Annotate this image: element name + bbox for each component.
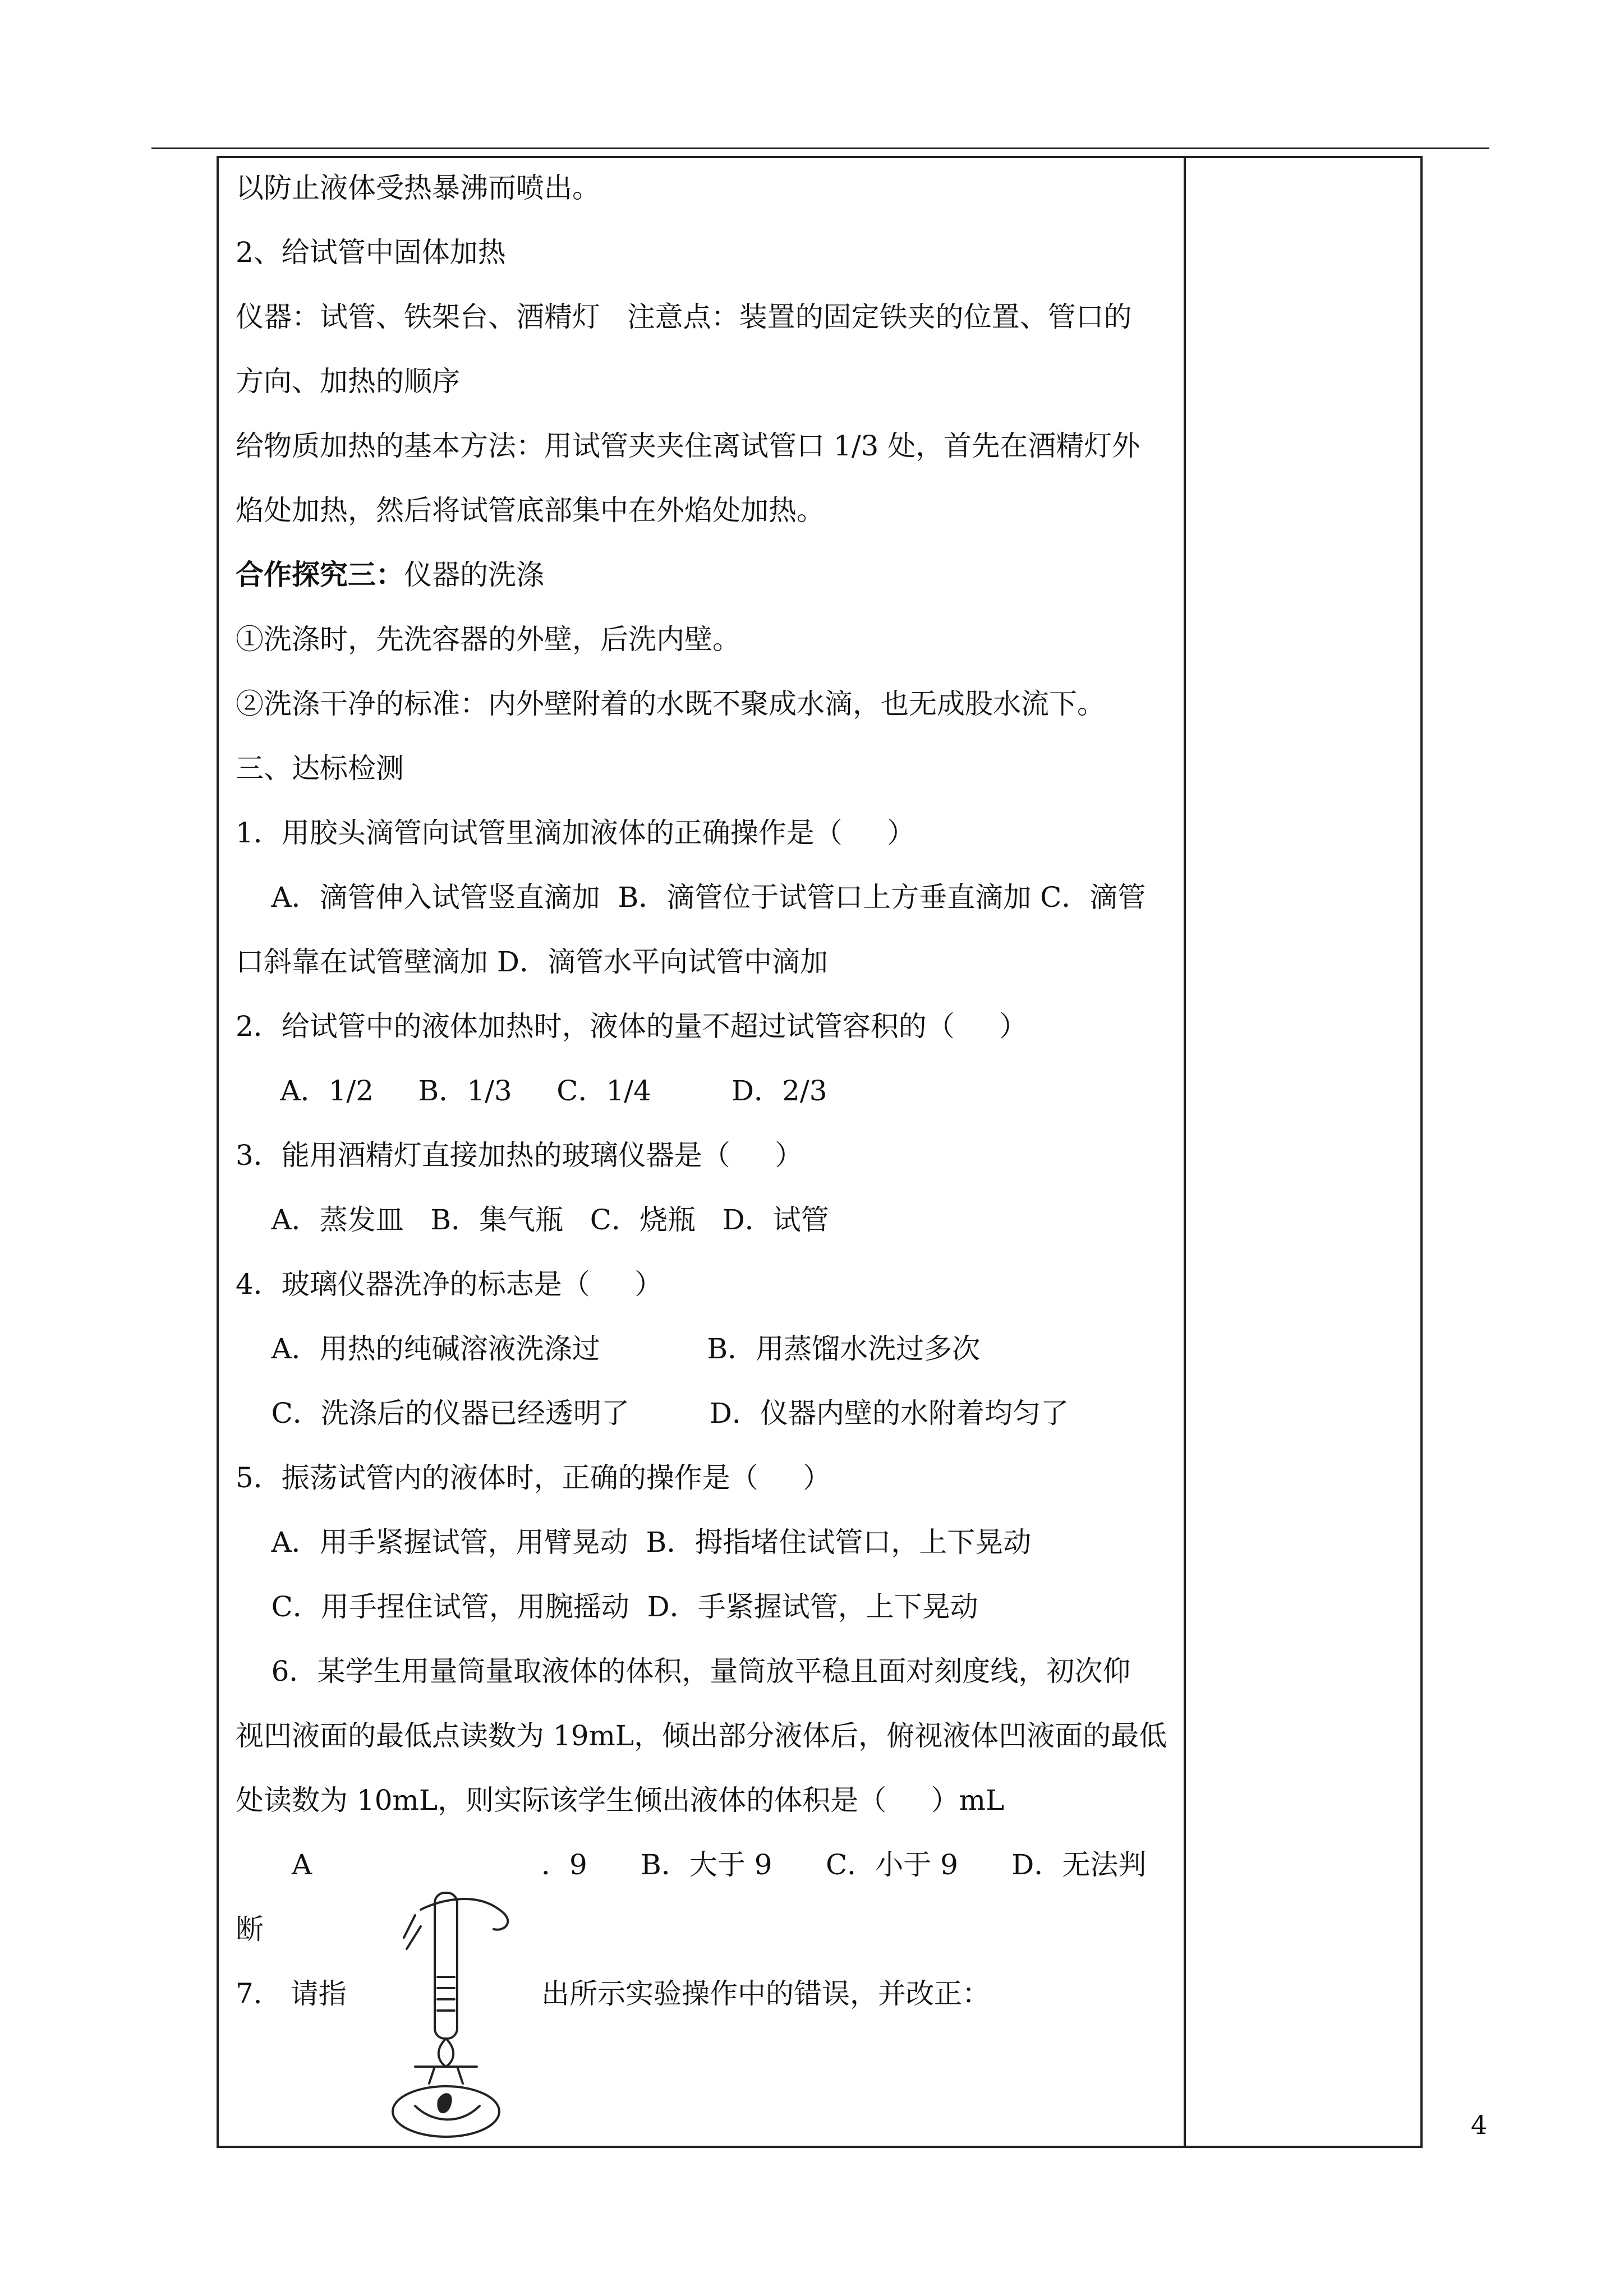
question-6-text: 处读数为 10mL，则实际该学生倾出液体的体积是（ ）mL (236, 1784, 1005, 1816)
question-2-options: A．1/2 B．1/3 C．1/4 D．2/3 (236, 1075, 827, 1107)
question-1-options: A．滴管伸入试管竖直滴加 B．滴管位于试管口上方垂直滴加 C．滴管 (236, 881, 1146, 914)
text-line: 焰处加热，然后将试管底部集中在外焰处加热。 (236, 494, 825, 527)
page-number: 4 (1471, 2110, 1488, 2140)
text-line: ①洗涤时，先洗容器的外壁，后洗内壁。 (236, 623, 740, 656)
question-4-options: C．洗涤后的仪器已经透明了 D．仪器内壁的水附着均匀了 (236, 1397, 1069, 1430)
test-tube-icon (435, 1893, 457, 2039)
hand-fingers-icon (404, 1915, 421, 1949)
text-line: ②洗涤干净的标准：内外壁附着的水既不聚成水滴，也无成股水流下。 (236, 688, 1105, 720)
question-1-options: 口斜靠在试管壁滴加 D．滴管水平向试管中滴加 (236, 946, 828, 978)
header-rule (151, 147, 1489, 149)
question-6-text: 断 (236, 1913, 264, 1945)
section-heading (236, 558, 544, 592)
question-5-options: A．用手紧握试管，用臂晃动 B．拇指堵住试管口，上下晃动 (236, 1526, 1032, 1559)
question-1: 1．用胶头滴管向试管里滴加液体的正确操作是（ ） (236, 817, 915, 849)
question-7: 7． 请指 (236, 1977, 347, 2010)
question-5: 5．振荡试管内的液体时，正确的操作是（ ） (236, 1461, 831, 1494)
text-line: 给物质加热的基本方法：用试管夹夹住离试管口 1/3 处，首先在酒精灯外 (236, 430, 1140, 462)
section-heading: 2、给试管中固体加热 (236, 236, 506, 269)
text-line: 方向、加热的顺序 (236, 365, 460, 398)
question-5-options: C．用手捏住试管，用腕摇动 D．手紧握试管，上下晃动 (236, 1590, 978, 1623)
flame-icon (439, 2039, 453, 2067)
heading-text: 仪器的洗涤 (404, 559, 544, 591)
question-3-options: A．蒸发皿 B．集气瓶 C．烧瓶 D．试管 (236, 1204, 829, 1236)
question-4: 4．玻璃仪器洗净的标志是（ ） (236, 1268, 663, 1301)
section-heading: 三、达标检测 (236, 752, 404, 785)
lamp-wick-icon (437, 2093, 452, 2113)
text-line: 以防止液体受热暴沸而喷出。 (236, 172, 600, 204)
test-tube-heating-illustration (381, 1876, 550, 2140)
text-line: 仪器：试管、铁架台、酒精灯 注意点：装置的固定铁夹的位置、管口的 (236, 301, 1132, 333)
heading-bold-label: 合作探究三： (236, 558, 404, 591)
question-6: 6．某学生用量筒量取液体的体积，量筒放平稳且面对刻度线，初次仰 (236, 1655, 1131, 1688)
table-column-divider (1184, 156, 1186, 2148)
question-6-options: ．9 B．大于 9 C．小于 9 D．无法判 (541, 1848, 1147, 1881)
question-2: 2．给试管中的液体加热时，液体的量不超过试管容积的（ ） (236, 1010, 1028, 1043)
question-3: 3．能用酒精灯直接加热的玻璃仪器是（ ） (236, 1139, 803, 1172)
question-6-option-a: A (292, 1848, 312, 1881)
question-7-text: 出所示实验操作中的错误，并改正： (541, 1977, 990, 2010)
question-6-text: 视凹液面的最低点读数为 19mL，倾出部分液体后，俯视液体凹液面的最低 (236, 1719, 1167, 1752)
question-4-options: A．用热的纯碱溶液洗涤过 B．用蒸馏水洗过多次 (236, 1333, 981, 1365)
